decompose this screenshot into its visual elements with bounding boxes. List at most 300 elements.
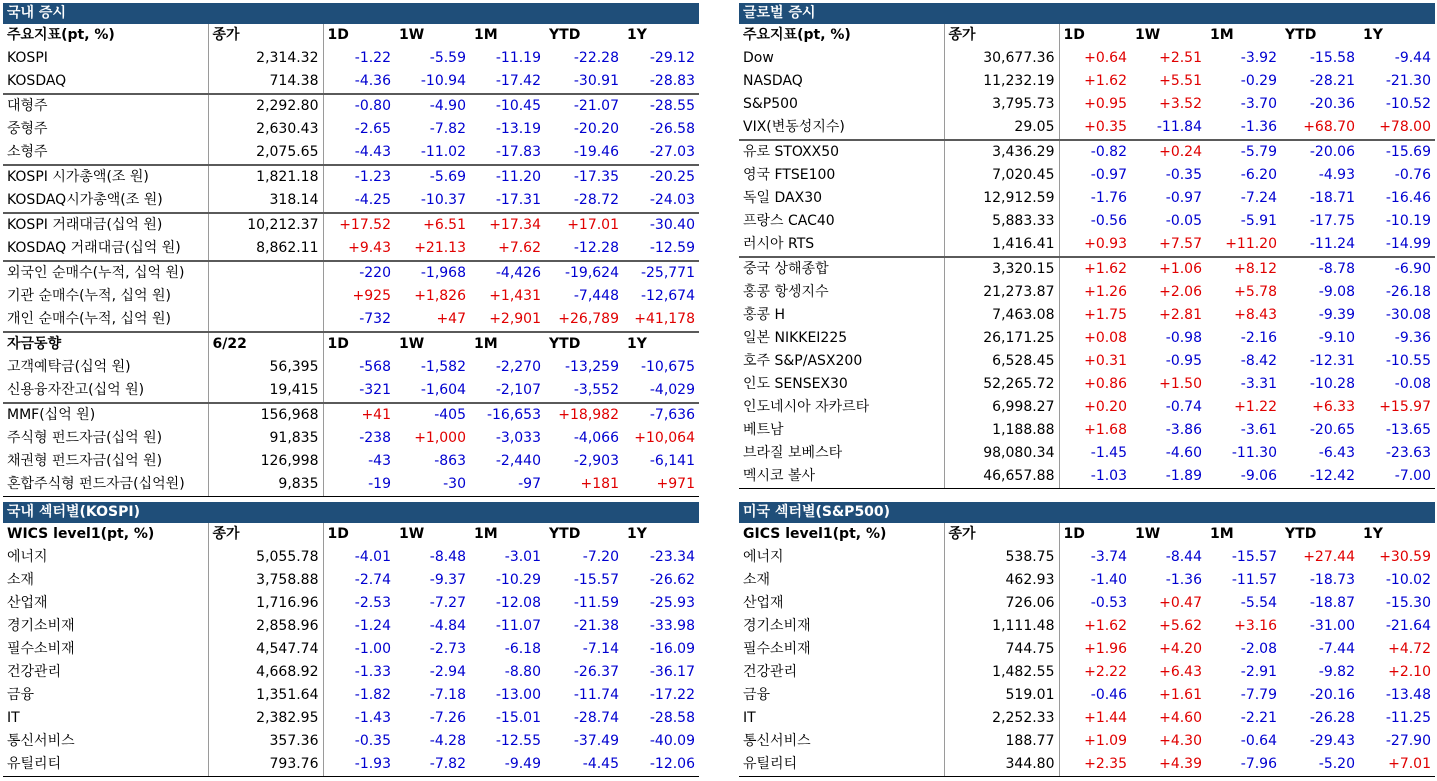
row-label: 필수소비재 (739, 638, 944, 661)
change-value: -9.10 (1318, 330, 1355, 346)
change-value: -4.01 (354, 549, 391, 565)
change-value: -7.26 (429, 710, 466, 726)
column-header: 1Y (1363, 526, 1383, 542)
change-value: -5.20 (1281, 753, 1359, 777)
change-value: -3,033 (495, 430, 541, 446)
change-value: -20.25 (623, 165, 699, 189)
change-value: -20.06 (1281, 140, 1359, 164)
table-row (739, 661, 1435, 684)
domestic-sector-panel (3, 502, 699, 777)
change-value: -37.49 (573, 733, 619, 749)
table-row (739, 116, 1435, 140)
change-value: +11.20 (1225, 236, 1277, 252)
row-label: 유틸리티 (3, 753, 208, 777)
change-value: -7.18 (429, 687, 466, 703)
close-value (208, 308, 323, 332)
change-value: +47 (436, 311, 466, 327)
change-value: -9.39 (1318, 307, 1355, 323)
row-label: 채권형 펀드자금(십억 원) (3, 450, 208, 473)
change-value: +6.33 (1312, 399, 1355, 415)
table-row (739, 638, 1435, 661)
change-value: -15.01 (495, 710, 541, 726)
close-value: 1,188.88 (944, 419, 1059, 442)
table-row (3, 165, 699, 189)
close-value: 56,395 (208, 356, 323, 379)
row-label: 에너지 (3, 546, 208, 569)
change-value: -2.91 (1240, 664, 1277, 680)
row-label: 영국 FTSE100 (739, 164, 944, 187)
table-row (3, 285, 699, 308)
row-label: 금융 (739, 684, 944, 707)
change-value: -21.30 (1385, 73, 1431, 89)
table-row (3, 753, 699, 777)
close-value: 2,858.96 (208, 615, 323, 638)
change-value: -2,270 (495, 359, 541, 375)
table-row (739, 93, 1435, 116)
change-value: +2.06 (1159, 284, 1202, 300)
close-value: 10,212.37 (208, 213, 323, 237)
change-value: -17.42 (495, 73, 541, 89)
close-value: 318.14 (208, 189, 323, 213)
close-value: 519.01 (944, 684, 1059, 707)
change-value: -5.79 (1206, 140, 1281, 164)
change-value: -11.25 (1385, 710, 1431, 726)
change-value: -7,636 (623, 403, 699, 427)
change-value: +0.35 (1084, 119, 1127, 135)
change-value: +0.95 (1084, 96, 1127, 112)
table-row (739, 730, 1435, 753)
change-value: -17.22 (649, 687, 695, 703)
change-value: -1.76 (1090, 190, 1127, 206)
table-row (739, 257, 1435, 281)
change-value: -16,653 (470, 403, 545, 427)
change-value: -17.83 (495, 144, 541, 160)
change-value: -10.52 (1385, 96, 1431, 112)
close-value: 2,292.80 (208, 94, 323, 118)
table-row (3, 47, 699, 70)
change-value: -10.55 (1385, 353, 1431, 369)
column-header: 1D (323, 332, 395, 356)
change-value: -4.45 (545, 753, 623, 777)
close-value: 4,547.74 (208, 638, 323, 661)
close-value: 126,998 (208, 450, 323, 473)
close-value: 2,630.43 (208, 118, 323, 141)
change-value: -1.33 (354, 664, 391, 680)
table-header-row (3, 523, 699, 546)
table-header-row (739, 24, 1435, 47)
close-value: 7,463.08 (944, 304, 1059, 327)
change-value: -1.23 (323, 165, 395, 189)
change-value: -25.93 (649, 595, 695, 611)
column-header: WICS level1(pt, %) (3, 523, 208, 546)
change-value: -3.86 (1165, 422, 1202, 438)
table-row (739, 615, 1435, 638)
change-value: -4.93 (1318, 167, 1355, 183)
column-header: 1W (399, 27, 425, 43)
row-label: NASDAQ (739, 70, 944, 93)
row-label: 유로 STOXX50 (739, 140, 944, 164)
change-value: -23.34 (649, 549, 695, 565)
close-value: 5,055.78 (208, 546, 323, 569)
row-label: 경기소비재 (739, 615, 944, 638)
change-value: -21.64 (1385, 618, 1431, 634)
change-value: -1.45 (1090, 445, 1127, 461)
row-label: 통신서비스 (739, 730, 944, 753)
row-label: 프랑스 CAC40 (739, 210, 944, 233)
close-value: 12,912.59 (944, 187, 1059, 210)
table-row (739, 684, 1435, 707)
change-value: -3.74 (1090, 549, 1127, 565)
change-value: -0.53 (1090, 595, 1127, 611)
change-value: -10,675 (640, 359, 695, 375)
change-value: -24.03 (649, 192, 695, 208)
change-value: -13.48 (1385, 687, 1431, 703)
table-row (739, 70, 1435, 93)
change-value: -10.29 (495, 572, 541, 588)
change-value: -18.73 (1309, 572, 1355, 588)
row-label: IT (3, 707, 208, 730)
close-value: 793.76 (208, 753, 323, 777)
row-label: 러시아 RTS (739, 233, 944, 257)
close-value (208, 285, 323, 308)
change-value: +181 (545, 473, 623, 497)
change-value: -26.37 (573, 664, 619, 680)
row-label: 인도 SENSEX30 (739, 373, 944, 396)
change-value: -4.60 (1165, 445, 1202, 461)
change-value: -18.87 (1309, 595, 1355, 611)
change-value: +0.47 (1159, 595, 1202, 611)
change-value: +6.43 (1159, 664, 1202, 680)
close-value: 91,835 (208, 427, 323, 450)
row-label: 통신서비스 (3, 730, 208, 753)
change-value: -8.80 (504, 664, 541, 680)
change-value: -28.83 (649, 73, 695, 89)
table-row (739, 753, 1435, 777)
change-value: +30.59 (1379, 549, 1431, 565)
table-row (739, 373, 1435, 396)
change-value: -1.24 (354, 618, 391, 634)
row-label: 신용융자잔고(십억 원) (3, 379, 208, 403)
column-header: 1W (399, 526, 425, 542)
change-value: +0.31 (1084, 353, 1127, 369)
change-value: -19.46 (573, 144, 619, 160)
domestic-market-panel (3, 3, 699, 497)
close-value: 714.38 (208, 70, 323, 94)
change-value: -4,066 (573, 430, 619, 446)
change-value: -28.55 (623, 94, 699, 118)
row-label: 브라질 보베스타 (739, 442, 944, 465)
change-value: +4.20 (1159, 641, 1202, 657)
change-value: +5.62 (1159, 618, 1202, 634)
change-value: +5.78 (1234, 284, 1277, 300)
change-value: -15.57 (1231, 549, 1277, 565)
change-value: -0.05 (1165, 213, 1202, 229)
change-value: -405 (395, 403, 470, 427)
change-value: -43 (368, 453, 391, 469)
table-row (3, 403, 699, 427)
change-value: -17.75 (1309, 213, 1355, 229)
change-value: -2.73 (429, 641, 466, 657)
row-label: 소재 (739, 569, 944, 592)
row-label: MMF(십억 원) (3, 403, 208, 427)
table-header-row (3, 24, 699, 47)
change-value: -12.31 (1309, 353, 1355, 369)
row-label: 소형주 (3, 141, 208, 165)
change-value: -28.21 (1309, 73, 1355, 89)
change-value: -11.30 (1231, 445, 1277, 461)
column-header: YTD (1285, 27, 1317, 43)
change-value: -1.36 (1240, 119, 1277, 135)
table-row (3, 213, 699, 237)
change-value: -1.89 (1131, 465, 1206, 489)
table-row (739, 233, 1435, 257)
change-value: -25,771 (623, 261, 699, 285)
table-row (3, 141, 699, 165)
change-value: -3.31 (1240, 376, 1277, 392)
change-value: -3.92 (1240, 50, 1277, 66)
change-value: -0.74 (1165, 399, 1202, 415)
change-value: +9.43 (348, 240, 391, 256)
close-value: 3,795.73 (944, 93, 1059, 116)
change-value: +7.62 (498, 240, 541, 256)
panel-title: 글로벌 증시 (739, 3, 1435, 24)
change-value: +8.43 (1234, 307, 1277, 323)
close-value: 98,080.34 (944, 442, 1059, 465)
change-value: -2.94 (429, 664, 466, 680)
close-value: 726.06 (944, 592, 1059, 615)
close-value: 4,668.92 (208, 661, 323, 684)
change-value: -27.90 (1385, 733, 1431, 749)
change-value: +2.81 (1159, 307, 1202, 323)
change-value: -6,141 (649, 453, 695, 469)
change-value: +78.00 (1379, 119, 1431, 135)
change-value: -13,259 (564, 359, 619, 375)
row-label: 멕시코 볼사 (739, 465, 944, 489)
table-row (3, 615, 699, 638)
change-value: -9.49 (470, 753, 545, 777)
change-value: +1.09 (1084, 733, 1127, 749)
row-label: KOSDAQ 거래대금(십억 원) (3, 237, 208, 261)
table-row (739, 281, 1435, 304)
column-header: 1D (327, 526, 349, 542)
change-value: +1.26 (1084, 284, 1127, 300)
change-value: -17.31 (495, 192, 541, 208)
change-value: +4.30 (1159, 733, 1202, 749)
change-value: -0.97 (1165, 190, 1202, 206)
change-value: -863 (434, 453, 466, 469)
panel-title: 국내 증시 (3, 3, 699, 24)
change-value: -0.80 (323, 94, 395, 118)
table-row (739, 592, 1435, 615)
close-value: 1,821.18 (208, 165, 323, 189)
change-value: -10.28 (1309, 376, 1355, 392)
table-row (739, 164, 1435, 187)
column-header: 1M (474, 27, 498, 43)
change-value: -0.95 (1165, 353, 1202, 369)
change-value: +1.44 (1084, 710, 1127, 726)
change-value: -220 (323, 261, 395, 285)
table-row (739, 140, 1435, 164)
change-value: -2,903 (573, 453, 619, 469)
change-value: -5.54 (1240, 595, 1277, 611)
column-header: 1M (470, 332, 545, 356)
change-value: -0.56 (1090, 213, 1127, 229)
change-value: -18.71 (1309, 190, 1355, 206)
column-header: 6/22 (208, 332, 323, 356)
change-value: -4.25 (354, 192, 391, 208)
change-value: -1,968 (395, 261, 470, 285)
change-value: +18,982 (545, 403, 623, 427)
change-value: -1.40 (1090, 572, 1127, 588)
change-value: -20.20 (573, 121, 619, 137)
change-value: +2.35 (1059, 753, 1131, 777)
change-value: -8.42 (1240, 353, 1277, 369)
change-value: +1,431 (489, 288, 541, 304)
column-header: YTD (549, 27, 581, 43)
row-label: 기관 순매수(누적, 십억 원) (3, 285, 208, 308)
table-row (3, 94, 699, 118)
change-value: -26.58 (649, 121, 695, 137)
change-value: -3,552 (573, 382, 619, 398)
change-value: +0.93 (1084, 236, 1127, 252)
column-header: 1Y (623, 332, 699, 356)
change-value: +1.62 (1084, 73, 1127, 89)
change-value: +27.44 (1303, 549, 1355, 565)
change-value: +1,000 (414, 430, 466, 446)
column-header: 1M (1210, 526, 1234, 542)
row-label: 에너지 (739, 546, 944, 569)
change-value: +1.62 (1059, 257, 1131, 281)
close-value: 11,232.19 (944, 70, 1059, 93)
row-label: 혼합주식형 펀드자금(십억원) (3, 473, 208, 497)
table-row (3, 379, 699, 403)
table-row (3, 546, 699, 569)
change-value: +6.51 (395, 213, 470, 237)
table-row (739, 569, 1435, 592)
change-value: -5.69 (395, 165, 470, 189)
change-value: -2.21 (1240, 710, 1277, 726)
change-value: -7,448 (573, 288, 619, 304)
domestic-sector-table (3, 523, 699, 777)
change-value: -238 (359, 430, 391, 446)
row-label: 일본 NIKKEI225 (739, 327, 944, 350)
row-label: KOSPI 시가총액(조 원) (3, 165, 208, 189)
change-value: -11.19 (495, 50, 541, 66)
close-value: 5,883.33 (944, 210, 1059, 233)
close-value: 19,415 (208, 379, 323, 403)
domestic-market-table (3, 24, 699, 497)
column-header: 1D (1063, 526, 1085, 542)
change-value: -1.03 (1059, 465, 1131, 489)
change-value: -7.82 (395, 753, 470, 777)
change-value: -12.42 (1281, 465, 1359, 489)
row-label: S&P500 (739, 93, 944, 116)
table-row (3, 118, 699, 141)
change-value: -0.35 (1165, 167, 1202, 183)
table-row (739, 442, 1435, 465)
table-row (3, 592, 699, 615)
change-value: +4.60 (1159, 710, 1202, 726)
change-value: -2,440 (495, 453, 541, 469)
row-label: 유틸리티 (739, 753, 944, 777)
change-value: +1.62 (1084, 618, 1127, 634)
change-value: -1.36 (1165, 572, 1202, 588)
change-value: -31.00 (1309, 618, 1355, 634)
change-value: +41 (323, 403, 395, 427)
change-value: -11.02 (420, 144, 466, 160)
change-value: -29.12 (649, 50, 695, 66)
change-value: -20.65 (1309, 422, 1355, 438)
table-row (3, 356, 699, 379)
change-value: +0.08 (1084, 330, 1127, 346)
change-value: -28.72 (573, 192, 619, 208)
change-value: -0.76 (1394, 167, 1431, 183)
row-label: 건강관리 (739, 661, 944, 684)
change-value: -10.19 (1385, 213, 1431, 229)
change-value: -2.74 (354, 572, 391, 588)
change-value: -1.22 (354, 50, 391, 66)
row-label: 고객예탁금(십억 원) (3, 356, 208, 379)
change-value: -27.03 (649, 144, 695, 160)
change-value: -5.91 (1240, 213, 1277, 229)
close-value: 30,677.36 (944, 47, 1059, 70)
change-value: -7.24 (1240, 190, 1277, 206)
close-value: 2,252.33 (944, 707, 1059, 730)
column-header: 자금동향 (3, 332, 208, 356)
change-value: +15.97 (1379, 399, 1431, 415)
close-value: 2,314.32 (208, 47, 323, 70)
change-value: +7.01 (1359, 753, 1435, 777)
change-value: -11.84 (1156, 119, 1202, 135)
change-value: -3.61 (1240, 422, 1277, 438)
close-value: 1,111.48 (944, 615, 1059, 638)
change-value: -7.79 (1240, 687, 1277, 703)
change-value: +1.50 (1159, 376, 1202, 392)
change-value: -0.97 (1090, 167, 1127, 183)
row-label: 주식형 펀드자금(십억 원) (3, 427, 208, 450)
table-row (739, 327, 1435, 350)
change-value: -4.90 (395, 94, 470, 118)
change-value: -11.59 (573, 595, 619, 611)
close-value: 744.75 (944, 638, 1059, 661)
change-value: -16.09 (649, 641, 695, 657)
change-value: +1.75 (1084, 307, 1127, 323)
table-row (3, 569, 699, 592)
change-value: -97 (470, 473, 545, 497)
change-value: -4.84 (429, 618, 466, 634)
change-value: -13.65 (1385, 422, 1431, 438)
change-value: -9.06 (1206, 465, 1281, 489)
column-header: 주요지표(pt, %) (3, 24, 208, 47)
row-label: KOSDAQ시가총액(조 원) (3, 189, 208, 213)
change-value: -1,604 (420, 382, 466, 398)
row-label: IT (739, 707, 944, 730)
table-row (3, 684, 699, 707)
column-header: YTD (1285, 526, 1317, 542)
panel-title: 미국 섹터별(S&P500) (739, 502, 1435, 523)
change-value: -9.44 (1394, 50, 1431, 66)
column-header: 1D (327, 27, 349, 43)
table-row (739, 187, 1435, 210)
close-value: 9,835 (208, 473, 323, 497)
change-value: -1.00 (354, 641, 391, 657)
change-value: -7.44 (1318, 641, 1355, 657)
change-value: -4.36 (354, 73, 391, 89)
change-value: +17.52 (323, 213, 395, 237)
change-value: -23.63 (1385, 445, 1431, 461)
change-value: -0.82 (1059, 140, 1131, 164)
close-value: 46,657.88 (944, 465, 1059, 489)
